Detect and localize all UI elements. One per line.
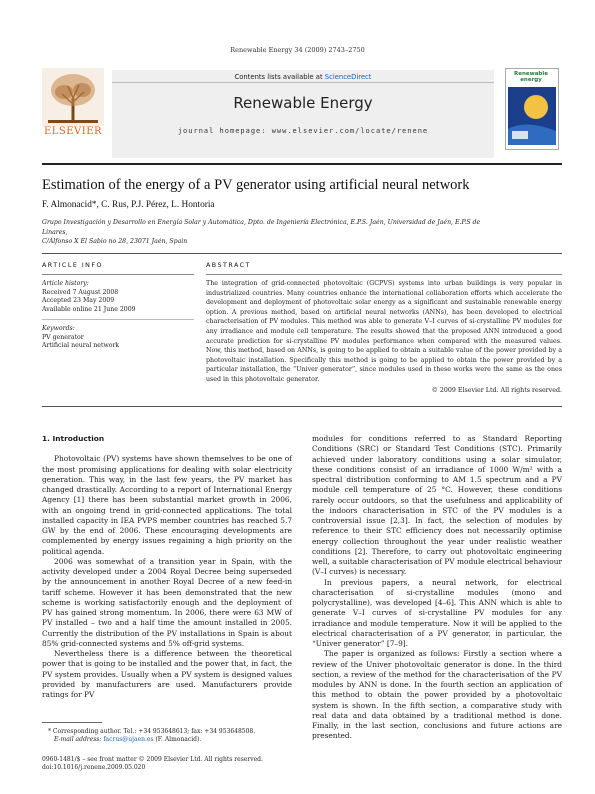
abstract-bottom-rule	[42, 406, 562, 407]
issn-line: 0960-1481/$ – see front matter © 2009 Elsevier Ltd. All rights reserved.	[42, 756, 263, 763]
journal-title: Renewable Energy	[233, 94, 373, 112]
paragraph: 2006 was somewhat of a transition year in Spain, with the activity developed under a 2004 Royal Decree being superseded by the announcement in another Royal Decree of a new feed-in tariff scheme. However it has been demonstrated that the new scheme is working satisfactorily enough and the deployment of PV has gained strong momentum. In 2006, there were 63 MW of PV installed – two and a half time the amount installed in 2005. Currently the distribution of the PV installations in Spain is about 85% grid-connected systems and 5% off-grid systems.	[42, 556, 292, 648]
sciencedirect-link[interactable]: ScienceDirect	[324, 73, 372, 81]
paragraph: Nevertheless there is a difference between the theoretical power that is going to be installed and the power that, in fact, the PV system provides. Usually when a PV system is designed values provided by manufacturers are used. Manufacturers provide ratings for PV	[42, 649, 292, 699]
keywords-rule	[42, 319, 194, 320]
journal-citation: Renewable Energy 34 (2009) 2743–2750	[230, 46, 365, 54]
abstract-copyright: © 2009 Elsevier Ltd. All rights reserved.	[431, 387, 562, 394]
abstract-text: The integration of grid-connected photovoltaic (GCPVS) systems into urban buildings is very popular in industrialized countries. Many countries enhance the international collaboration efforts which accelerate the development and deployment of photovoltaic solar energy as a significant and sustainable renewable energy option. A previous method, based on artificial neural networks (ANNs), has been developed to electrical characterisation of PV modules. This method was able to generate V–I curves of si-crystalline PV modules for any irradiance and module cell temperature. The results showed that the proposed ANN introduced a good accurate prediction for si-crystalline PV modules performance when compared with the measured values. Now, this method, based on ANNs, is going to be applied to obtain a suitable value of the power provided by a photovoltaic installation. Specifically this method is going to be applied to obtain the power provided by a particular installation, the “Univer generator”, since modules used in these works were the same as the ones used in this photovoltaic generator.	[206, 280, 562, 383]
article-info-rule	[42, 274, 194, 275]
body-left-column	[42, 434, 292, 700]
contents-prefix: Contents lists available at	[234, 73, 325, 81]
affiliation-line-2: C/Alfonso X El Sabio no 28, 23071 Jaén, Spain	[42, 238, 188, 245]
email-suffix: (F. Almonacid).	[153, 736, 202, 743]
article-history	[42, 280, 194, 314]
footnote-rule	[42, 722, 102, 723]
paragraph: modules for conditions referred to as Standard Reporting Conditions (SRC) or Standard Test Conditions (STC). Primarily achieved under laboratory conditions using a solar simulator, these conditions consist of an irradiance of 1000 W/m² with a spectral distribution conforming to AM 1.5 spectrum and a PV module cell temperature of 25 °C. However, these conditions rarely occur outdoors, so that the usefulness and applicability of the indoors characterisation in STC of the PV modules is a controversial issue [2,3]. In fact, the selection of modules by reference to their STC efficiency does not necessarily optimise energy collection throughout the year under realistic weather conditions [2]. Therefore, to carry out photovoltaic engineering well, a suitable characterisation of PV module electrical behaviour (V–I curves) is necessary.	[312, 434, 562, 577]
journal-header-banner	[112, 70, 494, 158]
history-label: Article history:	[42, 280, 89, 287]
received-date: Received 7 August 2008	[42, 288, 119, 296]
email-label: E-mail address:	[54, 736, 102, 743]
header-bottom-rule	[42, 163, 562, 165]
abstract-heading: ABSTRACT	[206, 262, 251, 269]
article-title: Estimation of the energy of a PV generator using artificial neural network	[42, 177, 470, 193]
contents-availability	[112, 73, 494, 81]
article-info-heading: ARTICLE INFO	[42, 262, 103, 269]
paragraph: Photovoltaic (PV) systems have shown themselves to be one of the most promising applications for dealing with solar electricity generation. This way, in the last few years, the PV market has changed drastically. According to a report of International Energy Agency [1] there has been substantial market growth in 2006, with an ongoing trend in grid-connected applications. The total installed capacity in IEA PVPS member countries has reached 5.7 GW by the end of 2006. These encouraging developments are complemented by energy issues regaining a high priority on the political agenda.	[42, 454, 292, 556]
online-date: Available online 21 June 2009	[42, 305, 136, 313]
abstract-rule	[206, 274, 562, 275]
email-line	[48, 736, 348, 744]
keyword-item: Artificial neural network	[42, 342, 120, 349]
info-top-rule	[42, 253, 562, 254]
corresponding-author: * Corresponding author. Tel.: +34 953648613; fax: +34 953648508.	[48, 728, 256, 735]
journal-homepage[interactable]: journal homepage: www.elsevier.com/locate/renene	[177, 127, 429, 135]
accepted-date: Accepted 23 May 2009	[42, 297, 115, 304]
cover-title: Renewable energy	[514, 71, 548, 83]
affiliation-line-1: Grupo Investigación y Desarrollo en Energía Solar y Automática, Dpto. de Ingeniería Electrónica, E.P.S. Jaén, Universidad de Jaén, E.P.S de Linares,	[42, 219, 481, 236]
section-1-heading: 1. Introduction	[42, 434, 105, 443]
header-divider	[112, 82, 494, 83]
elsevier-wordmark: ELSEVIER	[43, 126, 103, 137]
keywords-block	[42, 325, 194, 351]
keyword-item: PV generator	[42, 333, 84, 341]
paragraph: The paper is organized as follows: Firstly a section where a review of the Univer photovoltaic generator is done. In the third section, a review of the method for the characterisation of the PV modules by ANN is done. In the fourth section an application of this method to obtain the power provided by a photovoltaic system is shown. In the fifth section, a comparative study with real data and data obtained by a traditional method is done. Finally, in the last section, conclusions and future actions are presented.	[312, 649, 562, 741]
front-matter	[42, 756, 342, 772]
footnote	[48, 728, 348, 744]
author-list: F. Almonacid*, C. Rus, P.J. Pérez, L. Hontoria	[42, 200, 215, 210]
keywords-label: Keywords:	[42, 325, 75, 332]
email-link[interactable]: facrus@ujaen.es	[103, 736, 154, 743]
affiliation	[42, 218, 492, 247]
doi-line[interactable]: doi:10.1016/j.renene.2009.05.020	[42, 764, 146, 771]
body-right-column	[312, 434, 562, 742]
paragraph: In previous papers, a neural network, for electrical characterisation of si-crystalline modules (mono and polycrystalline), was developed [4–6]. This ANN which is able to generate V–I curves of si-crystalline PV modules for any irradiance and module temperature. Now it will be applied to the electrical characterisation of a PV generator, in particular, the “Univer generator” [7–9].	[312, 577, 562, 648]
